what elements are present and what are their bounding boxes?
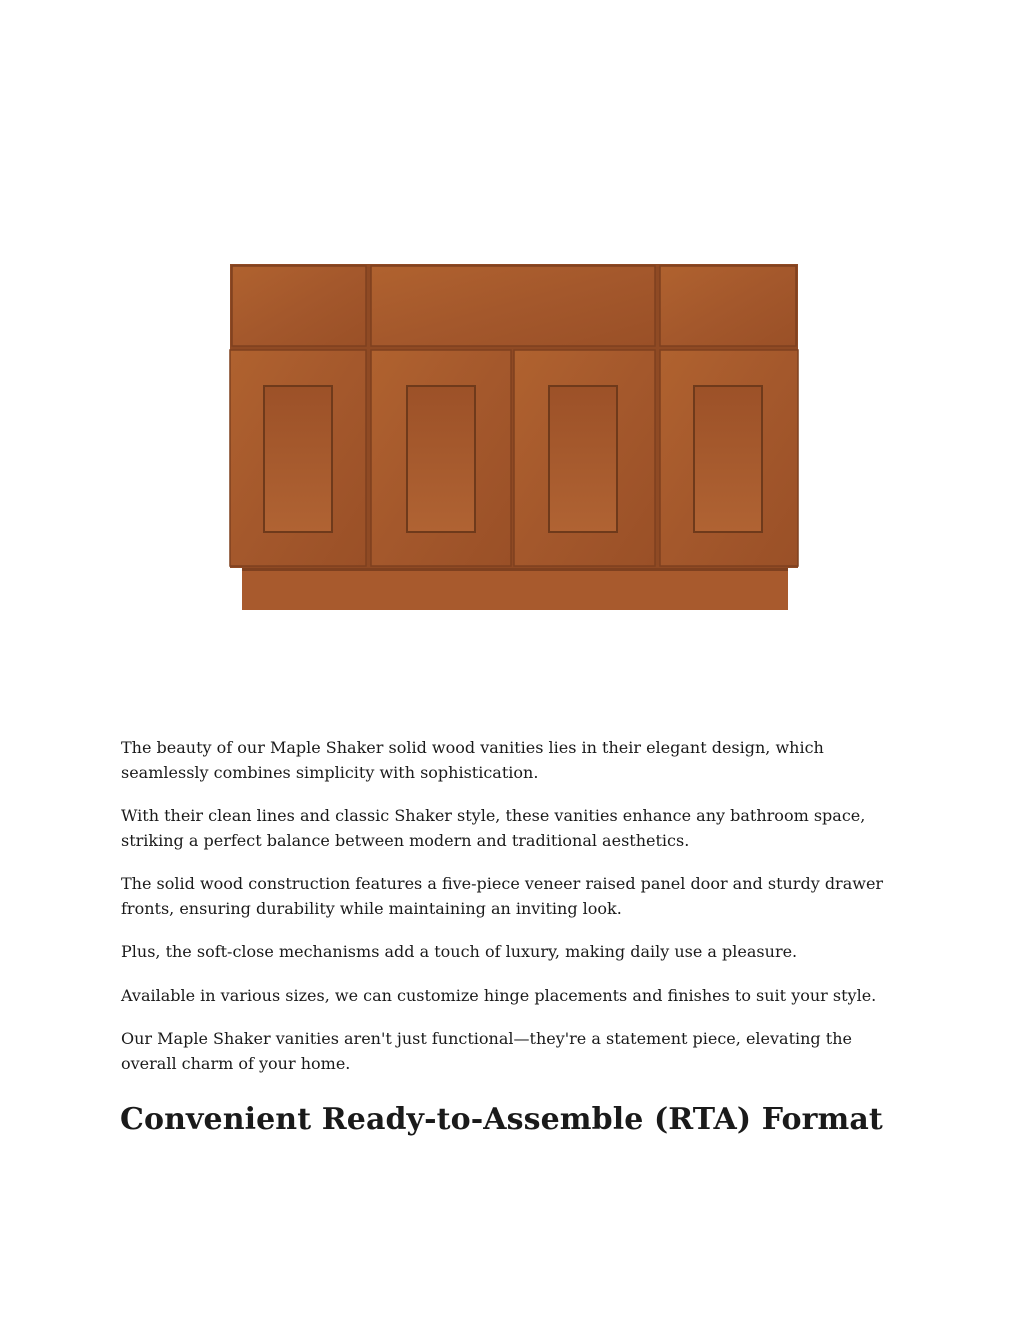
vanity-cabinet-illustration	[228, 262, 800, 612]
door-1	[230, 350, 366, 566]
door-3	[514, 350, 655, 566]
product-image	[228, 262, 800, 612]
section-heading: Convenient Ready-to-Assemble (RTA) Format	[120, 1102, 883, 1137]
body-text	[121, 736, 911, 1095]
paragraph: Plus, the soft-close mechanisms add a touch of luxury, making daily use a pleasure.	[121, 942, 798, 961]
paragraph: Our Maple Shaker vanities aren't just functional—they're a statement piece, elevating the overall charm of your home.	[121, 1029, 852, 1073]
paragraph: The beauty of our Maple Shaker solid wood vanities lies in their elegant design, which seamlessly combines simplicity with sophistication.	[121, 738, 824, 782]
drawer-front-left	[232, 266, 366, 346]
drawer-front-right	[660, 266, 796, 346]
paragraph: With their clean lines and classic Shaker style, these vanities enhance any bathroom space, striking a perfect balance between modern and traditional aesthetics.	[121, 806, 866, 850]
door-2	[371, 350, 511, 566]
paragraph: The solid wood construction features a five-piece veneer raised panel door and sturdy drawer fronts, ensuring durability while maintaining an inviting look.	[121, 874, 884, 918]
drawer-front-center	[371, 266, 655, 346]
paragraph: Available in various sizes, we can customize hinge placements and finishes to suit your style.	[121, 985, 877, 1005]
toe-kick	[242, 568, 788, 610]
door-4	[660, 350, 798, 566]
